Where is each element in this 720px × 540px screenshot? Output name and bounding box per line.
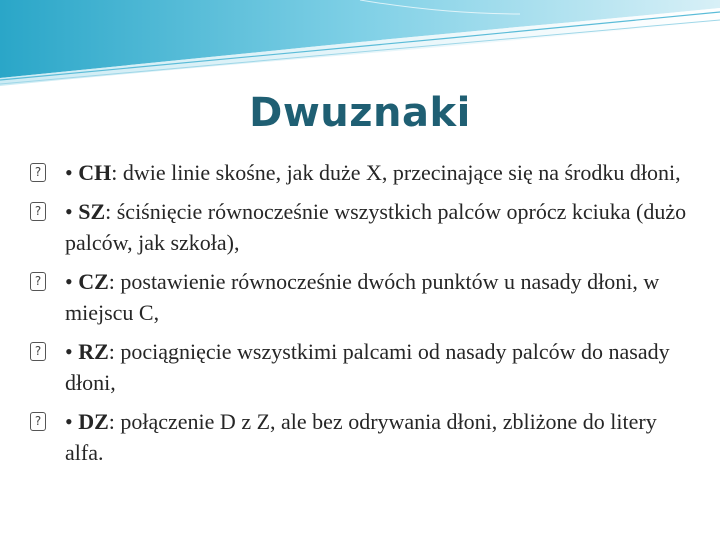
item-term: RZ [78,339,109,364]
slide-title: Dwuznaki [249,90,471,136]
item-term: CZ [78,269,109,294]
bullet-prefix: • [65,199,73,224]
bullet-marker-icon: ? [30,163,46,182]
bullet-prefix: • [65,409,73,434]
bullet-prefix: • [65,160,73,185]
list-item [30,266,690,328]
item-text: : pociągnięcie wszystkimi palcami od nasady palców do nasady dłoni, [65,339,670,395]
bullet-prefix: • [65,269,73,294]
bullet-marker-icon: ? [30,412,46,431]
item-term: SZ [78,199,106,224]
bullet-list [30,157,690,476]
item-text: : ściśnięcie równocześnie wszystkich palców oprócz kciuka (dużo palców, jak szkoła), [65,199,687,255]
item-term: DZ [78,409,109,434]
bullet-prefix: • [65,339,73,364]
list-item [30,196,690,258]
list-item [30,336,690,398]
list-item [30,157,690,188]
bullet-marker-icon: ? [30,342,46,361]
item-text: : postawienie równocześnie dwóch punktów u nasady dłoni, w miejscu C, [65,269,660,325]
list-item [30,406,690,468]
bullet-marker-icon: ? [30,272,46,291]
item-text: : połączenie D z Z, ale bez odrywania dłoni, zbliżone do litery alfa. [65,409,657,465]
bullet-marker-icon: ? [30,202,46,221]
header-wave-decoration [0,0,720,90]
item-term: CH [78,160,112,185]
item-text: : dwie linie skośne, jak duże X, przecinające się na środku dłoni, [111,160,681,185]
